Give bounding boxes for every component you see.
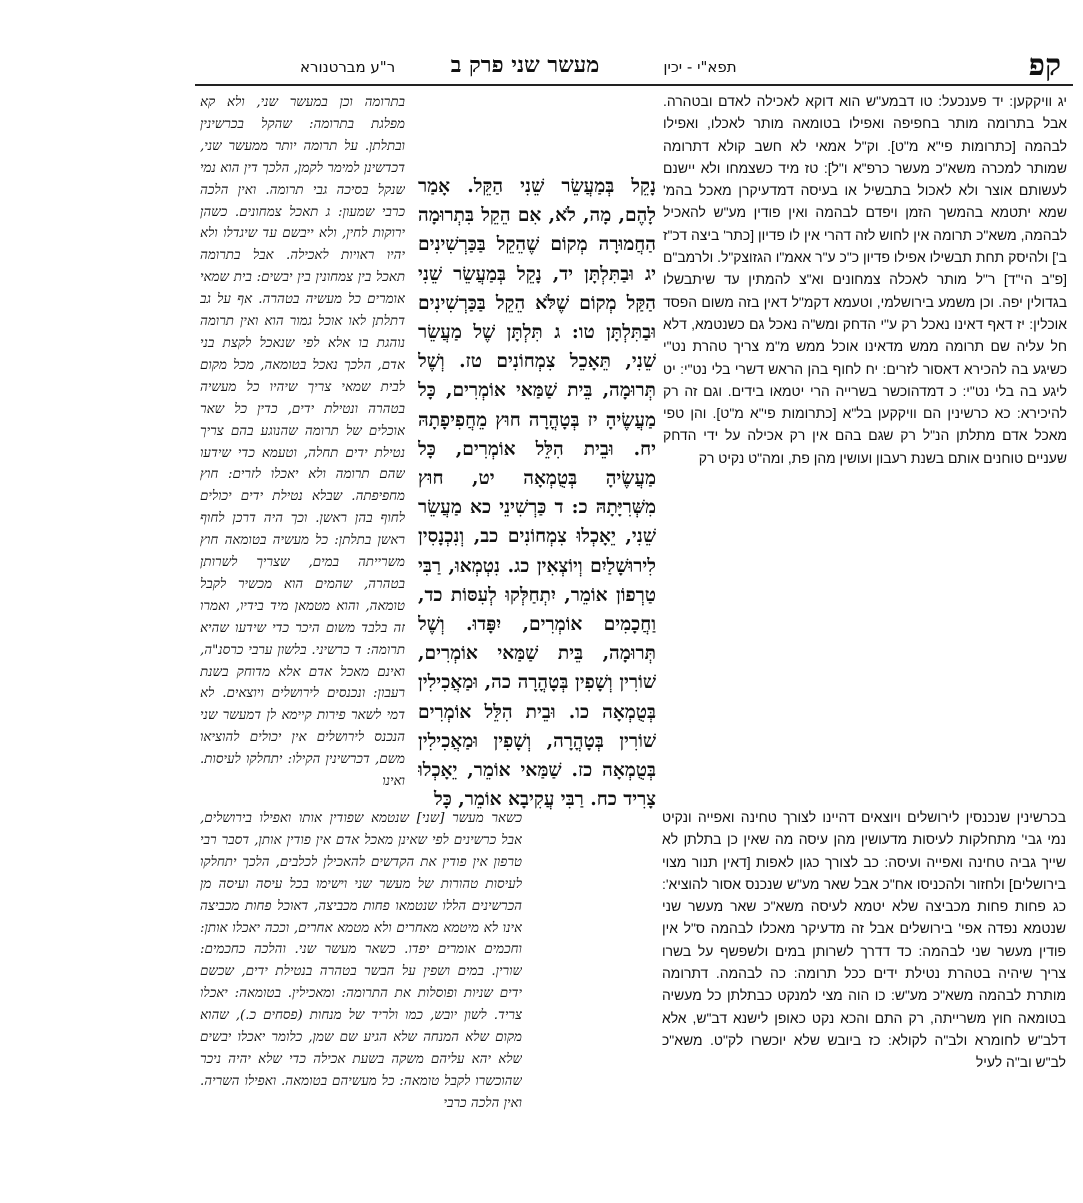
tiferet-yisrael-continuation [662, 808, 1066, 1201]
bartenura-text: בתרומה וכן במעשר שני, ולא קא מפלגת בתרומה: שהקל בכרשינין ובתלתן. על תרומה יותר ממעשר שני, דכדשינן למימר לקמן, הלכך דין הוא נמי שנקל בסיכה גבי תרומה. ואין הלכה כרבי שמעון: ג תאכל צמחונים. כשהן ירוקות לחין, ולא ייבשם עד שיגדלו ולא יהיו ראויות לאכילה. אבל בתרומה תאכל בין צמחונין בין יבשים: בית שמאי אומרים כל מעשיה בטהרה. אף על גב דתלתן לאו אוכל גמור הוא ואין תרומה נוהגת בו אלא לפי שנאכל לקצת בני אדם, הלכך נאכל בטומאה, מכל מקום לבית שמאי צריך שיהיו כל מעשיה בטהרה ונטילת ידים, כדין כל שאר אוכלים של תרומה שהנוגע בהם צריך נטילת ידים תחלה, וטעמא כדי שידעו שהם תרומה ולא יאכלו לזרים: חוץ מחפיפתה. שבלא נטילת ידים יכולים לחוף בהן ראשן. וכך היה דרכן לחוף ראשן בתלתן: כל מעשיה בטומאה חוץ משרייתה במים, שצריך לשרותן בטהרה, שהמים הוא מכשיר לקבל טומאה, והוא מטמאן מיד בידיו, ואמרו זה בלבד משום היכר כדי שידעו שהיא תרומה: ד כרשיני. בלשון ערבי כרסנ"ה, ואינם מאכל אדם אלא מדוחק בשנת רעבון: ונכנסים לירושלים ויוצאים. לא דמי לשאר פירות קיימא לן דמעשר שני הנכנס לירושלים אין יכולים להוציאו משם, דכרשינין הקילו: יתחלקו לעיסות. ואינו [200, 95, 405, 790]
running-reference: תפא"י - יכין [663, 58, 737, 76]
bartenura-continuation [200, 808, 522, 1203]
page-title: מעשר שני פרק ב [450, 52, 600, 78]
commentary-label: ר"ע מברטנורא [300, 58, 396, 76]
mishna-text-block [418, 172, 656, 817]
bartenura-commentary [200, 92, 405, 807]
mishna-top-spacer [418, 92, 656, 170]
mishna-text: נָקֵל בְּמַעֲשֵׂר שֵׁנִי הַקֵּל. אָמַר לָהֶם, מָה, לֹא, אִם הֵקֵל בִּתְרוּמָה הַחֲמוּרָה מְקוֹם שֶׁהֵקֵל בַּכַּרְשִׁינִים יג וּבַתִּלְתָּן יד, נָקֵל בְּמַעֲשֵׂר שֵׁנִי הַקַּל מְקוֹם שֶׁלֹּא הֵקֵל בַּכַּרְשִׁינִים וּבַתִּלְתָּן טו: ג תִּלְתָּן שֶׁל מַעֲשֵׂר שֵׁנִי, תֵּאָכֵל צִמְחוֹנִים טז. וְשֶׁל תְּרוּמָה, בֵּית שַׁמַּאי אוֹמְרִים, כָּל מַעֲשֶׂיהָ יז בְּטָהֳרָה חוּץ מֵחֲפִיפָתָהּ יח. וּבֵית הִלֵּל אוֹמְרִים, כָּל מַעֲשֶׂיהָ בְּטֻמְאָה יט, חוּץ מִשְּׁרִיָּתָהּ כ: ד כַּרְשִׁינֵי כא מַעֲשֵׂר שֵׁנִי, יֵאָכְלוּ צִמְחוֹנִים כב, וְנִכְנָסִין לִירוּשָׁלַיִם וְיוֹצְאִין כג. נִטְמְאוּ, רַבִּי טַרְפוֹן אוֹמֵר, יִתְחַלְּקוּ לְעִסּוֹת כד, וַחֲכָמִים אוֹמְרִים, יִפָּדוּ. וְשֶׁל תְּרוּמָה, בֵּית שַׁמַּאי אוֹמְרִים, שׁוֹרִין וְשָׁפִין בְּטָהֳרָה כה, וּמַאֲכִילִין בְּטֻמְאָה כו. וּבֵית הִלֵּל אוֹמְרִים שׁוֹרִין בְּטָהֳרָה, וְשָׁפִין וּמַאֲכִילִין בְּטֻמְאָה כז. שַׁמַּאי אוֹמֵר, יֵאָכְלוּ צָרִיד כח. רַבִּי עֲקִיבָא אוֹמֵר, כָּל [418, 176, 656, 811]
tiferet-yisrael-commentary [663, 90, 1067, 806]
tiferet-yisrael-continuation-text: בכרשינין שנכנסין לירושלים ויוצאים דהיינו לצורך טחינה ואפייה ונקיט נמי גבי' מתחלקות לעיסות מדעושין מהן עיסה מה שאין כן בתלתן לא שייך גביה טחינה ואפייה ועיסה: כב לצורך כגון לאפות [דאין תנור מצוי בירושלים] ולחזור ולהכניסו אח"כ אבל שאר מע"ש שנכנס אסור להוציא': כג פחות פחות מכביצה שלא יטמא לעיסה משא"כ שאר מעשר שני שנטמא נפדה אפי' בירושלים אבל זה מדעיקר מאכלו לבהמה ס"ל אין פודין מעשר שני לבהמה: כד דדרך לשרותן במים ולשפשף על בשרו צריך שיהיה בטהרת נטילת ידים ככל תרומה: כה לבהמה. דתרומה מותרת לבהמה משא"כ מע"ש: כו הוה מצי למנקט כבתלתן כל מעשיה בטומאה חוץ משרייתה, רק התם והכא נקט כאופן לישנא דב"ש, אלא דלב"ש לחומרא ולב"ה לקולא: כז ביובש שלא יוכשרו לק"ט. משא"כ לב"ש וב"ה לעיל [662, 809, 1066, 1071]
page-number: קפ [1028, 48, 1061, 83]
bottom-commentary-region [200, 808, 1066, 1203]
tiferet-yisrael-text: יג וויקקען: יד פענכעל: טו דבמע"ש הוא דוקא לאכילה לאדם ובטהרה. אבל בתרומה מותר בחפיפה ואפילו בטומאה מותר לאכלו, ואפילו לבהמה [כתרומות פי"א מ"ט]. וק"ל אמאי לא חשב קולא דתרומה שמותר למכרה משא"כ מעשר כרפ"א ו"ל]: טז מיד כשצמחו ולא יישנם לעשותם אוצר ולא לאכול בתבשיל או בעיסה דמדעיקרן מאכל בהמ' שמא יתטמא בהמשך הזמן ויפדם לבהמה ואין פודין מע"ש להאכיל לבהמה, משא"כ תרומה אין לחוש לזה דהרי אין לו פדיון [כתר' ביצה דכ"ז ב'] ולהיסק תחת תבשילו אפילו פדיון כ"כ ע"ר אאמ"ו הגזוצק"ל. ולרמב"ם [פ"ב הי"ד] ר"ל מותר לאכלה צמחונים וא"צ להמתין עד שיתבשלו בגדולין יפה. וכן משמע בירושלמי, וטעמא דקמ"ל דאין בזה משום הפסד אוכלין: יז דאף דאינו נאכל רק ע"י הדחק ומש"ה נאכל גם כשנטמא, דלא חל עליה שם תרומה ממש מדאינו אוכל ממש מ"מ צריך טהרת נט"י כשיגע בה להכירא דאסור לזרים: יח לחוף בהן הראש דשרי בלי נט"י: יט ליגע בה בלי נט"י: כ דמדהוכשר בשרייה הרי יטמאו בידים. וגם זה רק להיכירא: כא כרשינין הם וויקקען בל"א [כתרומות פי"א מ"ט]. והן טפי מאכל אדם מתלתן הנ"ל רק שגם בהם אין רק אכילה על ידי הדחק שעניים טוחנים אותם בשנת רעבון ועושין מהן פת, ומה"ט נקיט רק [663, 93, 1067, 466]
header-rule [195, 84, 1073, 86]
bartenura-continuation-text: כשאר מעשר [שני] שנטמא שפודין אותו ואפילו בירושלים, אבל כרשינים לפי שאינן מאכל אדם אין פודין אותן, דסבר רבי טרפון אין פודין את הקדשים להאכילן לכלבים, הלכך יתחלקו לעיסות טהורות של מעשר שני וישימו בכל עיסה ועיסה מן הכרשינים הללו שנטמאו פחות מכביצה, דאוכל פחות מכביצה אינו לא מיטמא מאחרים ולא מטמא אחרים, וככה יאכלו אותן: וחכמים אומרים יפדו. כשאר מעשר שני. והלכה כחכמים: שורין. במים ושפין על הבשר בטהרה בנטילת ידים, שכשם ידים שניות ופוסלות את התרומה: ומאכילין. בטומאה: יאכלו צריד. לשון יובש, כמו ולריד של מנחות (פסחים כ.), שהוא מקום שלא המנחה שלא הגיע שם שמן, כלומר יאכלו יבשים שלא יהא עליהם משקה בשעת אכילה כדי שלא יהיה ניכר שהוכשרו לקבל טומאה: כל מעשיהם בטומאה. ואפילו השריה. ואין הלכה כרבי [200, 811, 522, 1111]
